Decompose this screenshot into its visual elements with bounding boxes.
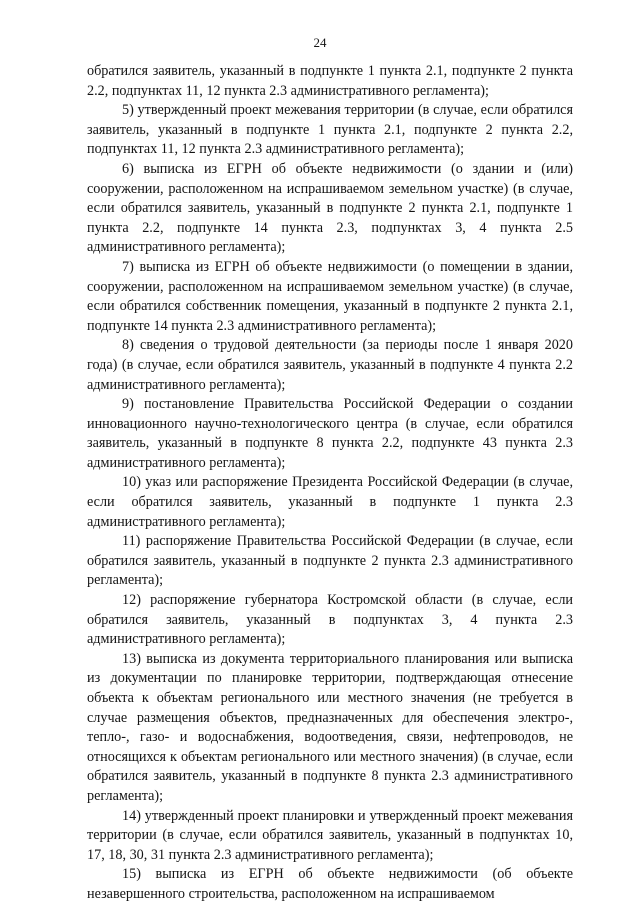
list-item-12: 12) распоряжение губернатора Костромской области (в случае, если обратился заявитель, указанный в подпунктах 3, 4 пункта 2.3 административного регламента); [87,592,573,648]
list-item-6: 6) выписка из ЕГРН об объекте недвижимости (о здании и (или) сооружении, расположенном на испрашиваемом земельном участке) (в случае, если обратился заявитель, указанный в подпункте 2 пункта 2.1, подпункте 1 пункта 2.2, подпункте 14 пункта 2.3, подпунктах 3, 4 пункта 2.5 административного регламента); [87,160,573,256]
list-item-7: 7) выписка из ЕГРН об объекте недвижимости (о помещении в здании, сооружении, расположенном на испрашиваемом земельном участке) (в случае, если обратился собственник помещения, указанный в подпункте 2 пункта 2.1, подпункте 14 пункта 2.3 административного регламента); [87,258,573,334]
list-item-11: 11) распоряжение Правительства Российской Федерации (в случае, если обратился заявитель, указанный в подпункте 2 пункта 2.3 административного регламента); [87,533,573,589]
page-number: 24 [313,35,327,50]
list-item-14: 14) утвержденный проект планировки и утвержденный проект межевания территории (в случае, если обратился заявитель, указанный в подпунктах 10, 17, 18, 30, 31 пункта 2.3 административного регламента); [87,807,573,863]
list-item-8: 8) сведения о трудовой деятельности (за периоды после 1 января 2020 года) (в случае, если обратился заявитель, указанный в подпункте 4 пункта 2.2 административного регламента); [87,337,573,393]
list-item-15: 15) выписка из ЕГРН об объекте недвижимости (об объекте незавершенного строительства, расположенном на испрашиваемом [87,866,573,902]
paragraph-continuation: обратился заявитель, указанный в подпункте 1 пункта 2.1, подпункте 2 пункта 2.2, подпунктах 11, 12 пункта 2.3 административного регламента); [87,63,573,99]
list-item-9: 9) постановление Правительства Российской Федерации о создании инновационного научно-технологического центра (в случае, если обратился заявитель, указанный в подпункте 8 пункта 2.2, подпункте 43 пункта 2.3 административного регламента); [87,396,573,471]
list-item-13: 13) выписка из документа территориального планирования или выписка из документации по планировке территории, подтверждающая отнесение объекта к объектам регионального или местного значения (не требуется в случае размещения объектов, предназначенных для обеспечения электро-, тепло-, газо- и водоснабжения, водоотведения, связи, нефтепроводов, не относящихся к объектам регионального или местного значения) (в случае, если обратился заявитель, указанный в подпункте 8 пункта 2.3 административного регламента); [87,650,573,804]
document-body [87,62,573,905]
list-item-10: 10) указ или распоряжение Президента Российской Федерации (в случае, если обратился заявитель, указанный в подпункте 1 пункта 2.3 административного регламента); [87,474,573,530]
list-item-5: 5) утвержденный проект межевания территории (в случае, если обратился заявитель, указанный в подпункте 1 пункта 2.1, подпункте 2 пункта 2.2, подпунктах 11, 12 пункта 2.3 административного регламента); [87,102,573,158]
